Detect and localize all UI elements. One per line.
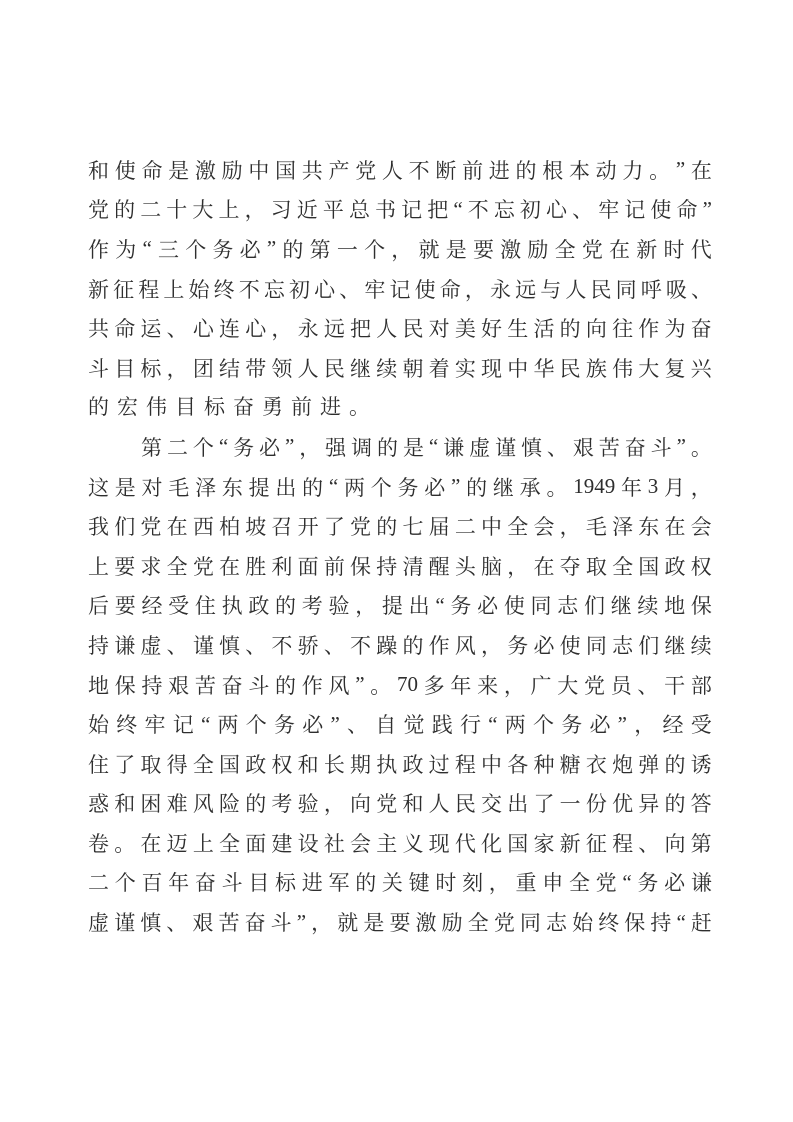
text-line: 新 征 程 上 始 终 不 忘 初 心 、 牢 记 使 命 ， 永 远 与 人 民 同 呼 吸 、 <box>88 277 712 302</box>
text-line: 卷 。 在 迈 上 全 面 建 设 社 会 主 义 现 代 化 国 家 新 征 程 、 向 第 <box>88 831 712 856</box>
text-line: 第 二 个 “ 务 必 ” ， 强 调 的 是 “ 谦 虚 谨 慎 、 艰 苦 奋 斗 ” 。 <box>141 434 712 460</box>
text-line: 的宏伟目标奋勇前进。 <box>88 394 378 419</box>
text-line: 住 了 取 得 全 国 政 权 和 长 期 执 政 过 程 中 各 种 糖 衣 炮 弹 的 诱 <box>88 752 712 777</box>
text-line: 地 保 持 艰 苦 奋 斗 的 作 风 ” 。 70 多 年 来 ， 广 大 党 员 、 干 部 <box>88 672 712 698</box>
text-line: 二 个 百 年 奋 斗 目 标 进 军 的 关 键 时 刻 ， 重 申 全 党 “ 务 必 谦 <box>88 869 712 896</box>
text-line: 我 们 党 在 西 柏 坡 召 开 了 党 的 七 届 二 中 全 会 ， 毛 泽 东 在 会 <box>88 515 712 540</box>
text-line: 虚 谨 慎 、 艰 苦 奋 斗 ” ， 就 是 要 激 励 全 党 同 志 始 终 保 持 “ 赶 <box>88 909 712 936</box>
text-line: 斗 目 标 ， 团 结 带 领 人 民 继 续 朝 着 实 现 中 华 民 族 伟 大 复 兴 <box>88 356 712 381</box>
text-line: 这 是 对 毛 泽 东 提 出 的 “ 两 个 务 必 ” 的 继 承 。 1949 年 3 月 ， <box>88 474 712 500</box>
paragraph <box>88 427 712 942</box>
text-line: 后 要 经 受 住 执 政 的 考 验 ， 提 出 “ 务 必 使 同 志 们 继 续 地 保 <box>88 592 712 619</box>
text-line: 惑 和 困 难 风 险 的 考 验 ， 向 党 和 人 民 交 出 了 一 份 优 异 的 答 <box>88 792 712 817</box>
text-line: 持 谦 虚 、 谨 慎 、 不 骄 、 不 躁 的 作 风 ， 务 必 使 同 志 们 继 续 <box>88 633 712 658</box>
paragraph <box>88 150 712 427</box>
text-line: 作 为 “ 三 个 务 必 ” 的 第 一 个 ， 就 是 要 激 励 全 党 在 新 时 代 <box>88 236 712 262</box>
text-line: 始 终 牢 记 “ 两 个 务 必 ” 、 自 觉 践 行 “ 两 个 务 必 ” ， 经 受 <box>88 711 712 738</box>
text-line: 党 的 二 十 大 上 ， 习 近 平 总 书 记 把 “ 不 忘 初 心 、 牢 记 使 命 ” <box>88 196 712 223</box>
text-line: 上 要 求 全 党 在 胜 利 面 前 保 持 清 醒 头 脑 ， 在 夺 取 全 国 政 权 <box>88 554 712 579</box>
text-line: 和 使 命 是 激 励 中 国 共 产 党 人 不 断 前 进 的 根 本 动 力 。 ” 在 <box>88 157 712 183</box>
text-line: 共 命 运 、 心 连 心 ， 永 远 把 人 民 对 美 好 生 活 的 向 往 作 为 奋 <box>88 317 712 342</box>
text-block <box>88 150 712 942</box>
